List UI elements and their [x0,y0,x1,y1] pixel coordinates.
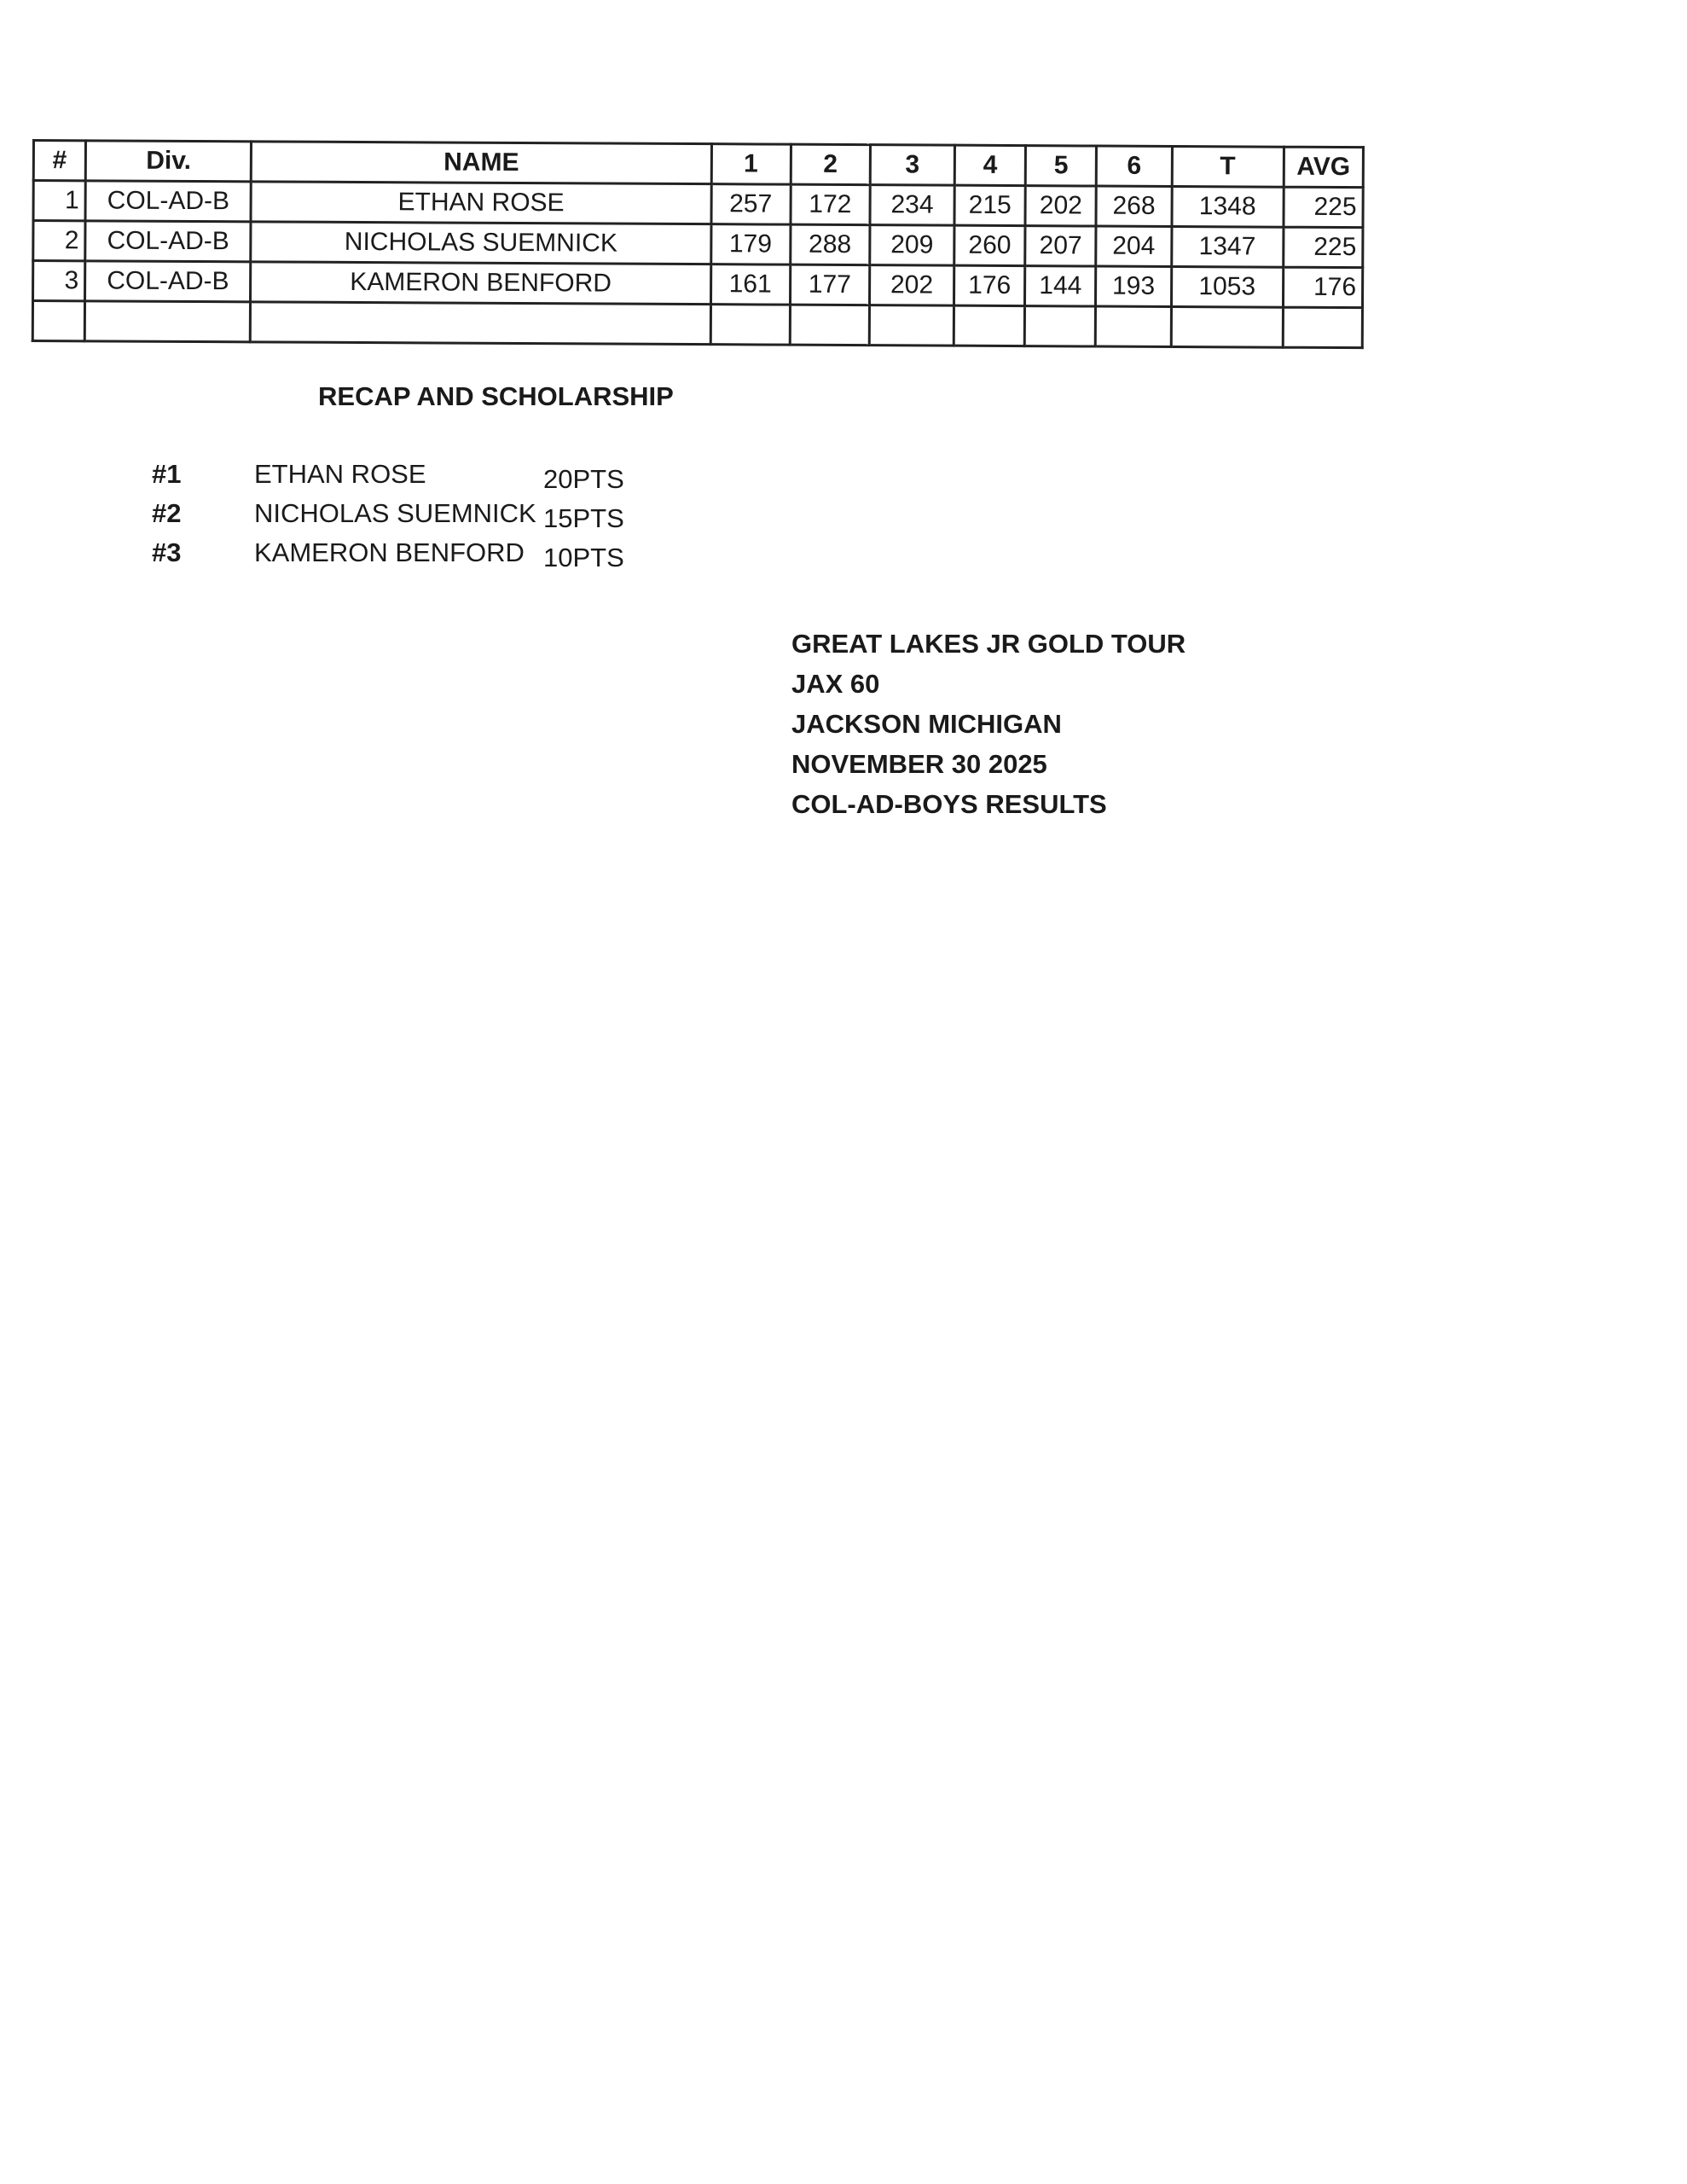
recap-name: NICHOLAS SUEMNICK [254,498,536,528]
cell-game-2: 288 [790,224,869,264]
cell-name: KAMERON BENFORD [251,262,710,305]
event-results-title: COL-AD-BOYS RESULTS [791,789,1107,819]
recap-title: RECAP AND SCHOLARSHIP [318,381,674,411]
cell-total: 1053 [1171,266,1283,307]
cell-game-1: 161 [710,264,790,305]
cell-game-1: 257 [710,184,790,224]
header-name: NAME [252,142,711,184]
recap-points: 15PTS [543,503,624,533]
event-location: JACKSON MICHIGAN [791,709,1062,739]
cell-rank: 1 [33,181,85,221]
empty-cell [1171,306,1283,347]
event-tour-name: GREAT LAKES JR GOLD TOUR [791,629,1186,659]
cell-game-4: 260 [954,225,1025,265]
recap-rank: #3 [152,537,182,567]
cell-game-1: 179 [710,224,790,264]
table-row [33,221,1363,268]
cell-average: 225 [1283,227,1362,267]
empty-cell [251,302,710,345]
cell-game-4: 215 [954,185,1025,225]
cell-total: 1348 [1171,186,1283,227]
event-venue: JAX 60 [791,669,880,699]
header-game-6: 6 [1097,146,1172,186]
header-division: Div. [85,141,252,182]
cell-game-6: 204 [1096,226,1171,266]
table-row [33,181,1363,228]
empty-cell [1024,306,1095,346]
header-game-3: 3 [870,145,954,186]
header-game-2: 2 [791,144,870,184]
cell-game-6: 193 [1096,266,1171,306]
empty-cell [790,305,869,345]
header-game-4: 4 [954,145,1025,185]
table-header-row [33,141,1363,188]
event-date: NOVEMBER 30 2025 [791,749,1047,779]
header-average: AVG [1284,147,1363,187]
cell-game-2: 172 [791,184,870,224]
empty-cell [869,305,954,346]
cell-average: 176 [1283,267,1362,307]
header-total: T [1172,146,1284,187]
cell-game-3: 209 [870,225,954,266]
cell-game-5: 202 [1025,186,1096,226]
cell-division: COL-AD-B [85,181,252,222]
cell-game-3: 202 [869,265,954,306]
cell-total: 1347 [1171,226,1283,267]
results-table [32,139,1365,349]
recap-rank: #2 [152,498,182,528]
empty-cell [1283,307,1362,347]
header-rank: # [33,141,85,181]
cell-name: ETHAN ROSE [251,182,710,224]
empty-cell [84,301,251,342]
cell-game-3: 234 [870,185,954,226]
recap-points: 10PTS [543,543,624,572]
cell-rank: 3 [33,261,85,301]
header-game-1: 1 [711,144,791,184]
results-table-container [32,139,1365,342]
cell-rank: 2 [33,221,85,261]
recap-points: 20PTS [543,464,624,494]
cell-average: 225 [1284,187,1363,227]
recap-rank: #1 [152,459,182,489]
empty-cell [710,305,790,345]
empty-cell [32,301,84,341]
cell-game-4: 176 [954,265,1025,305]
event-info [791,624,1186,824]
cell-game-5: 144 [1025,266,1096,306]
cell-game-2: 177 [790,264,869,305]
cell-game-6: 268 [1096,186,1171,226]
header-game-5: 5 [1025,146,1096,186]
recap-name: KAMERON BENFORD [254,537,525,567]
empty-cell [1096,306,1171,346]
cell-division: COL-AD-B [85,261,252,302]
table-row-empty [32,301,1362,348]
cell-name: NICHOLAS SUEMNICK [251,222,710,264]
table-row [33,261,1363,308]
cell-game-5: 207 [1025,226,1096,266]
cell-division: COL-AD-B [85,221,252,262]
empty-cell [954,305,1024,346]
recap-name: ETHAN ROSE [254,459,426,489]
